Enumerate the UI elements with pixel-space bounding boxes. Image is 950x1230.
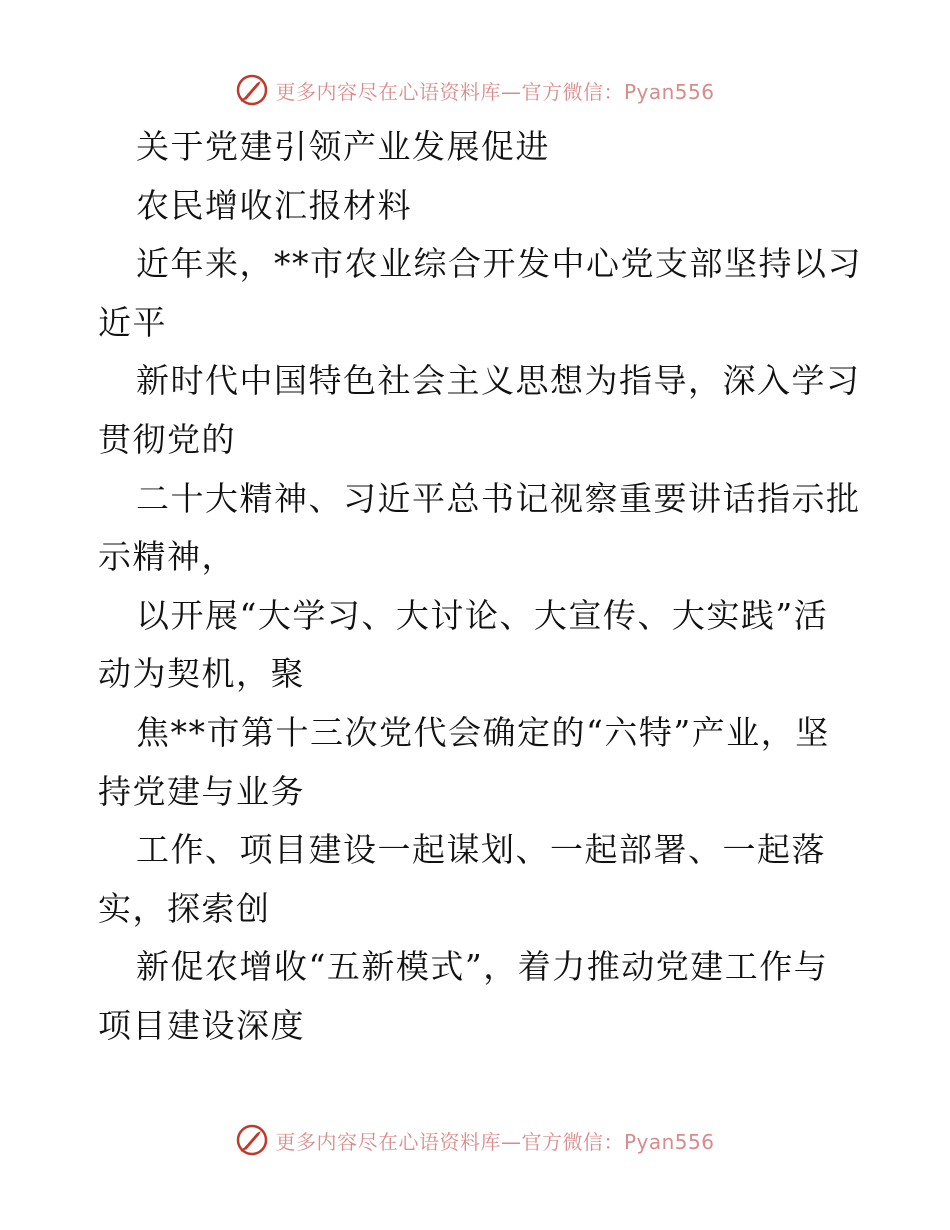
quill-logo-icon	[235, 1123, 269, 1157]
text-line: 项目建设深度	[98, 1005, 305, 1045]
text-line: 工作、项目建设一起谋划、一起部署、一起落	[136, 830, 826, 870]
text-line: 实，探索创	[98, 888, 271, 928]
text-line: 新时代中国特色社会主义思想为指导，深入学习	[136, 361, 861, 401]
text-line: 示精神，	[98, 537, 236, 577]
text-line: 动为契机，聚	[98, 654, 305, 694]
text-line: 以开展“大学习、大讨论、大宣传、大实践”活	[136, 595, 829, 635]
text-line: 持党建与业务	[98, 771, 305, 811]
header-watermark	[0, 72, 950, 108]
watermark-text: 更多内容尽在心语资料库—官方微信：Pyan556	[275, 1129, 715, 1154]
text-line: 农民增收汇报材料	[136, 185, 412, 225]
document-body	[98, 118, 862, 1056]
watermark-text: 更多内容尽在心语资料库—官方微信：Pyan556	[275, 79, 715, 104]
text-line: 二十大精神、习近平总书记视察重要讲话指示批	[136, 478, 861, 518]
quill-logo-icon	[235, 73, 269, 107]
text-line: 近平	[98, 302, 167, 342]
footer-watermark	[0, 1122, 950, 1158]
text-line: 贯彻党的	[98, 419, 236, 459]
text-line: 焦**市第十三次党代会确定的“六特”产业，坚	[136, 712, 830, 752]
text-line: 新促农增收“五新模式”，着力推动党建工作与	[136, 947, 829, 987]
text-line: 近年来，**市农业综合开发中心党支部坚持以习	[136, 244, 862, 284]
text-line: 关于党建引领产业发展促进	[136, 127, 550, 166]
